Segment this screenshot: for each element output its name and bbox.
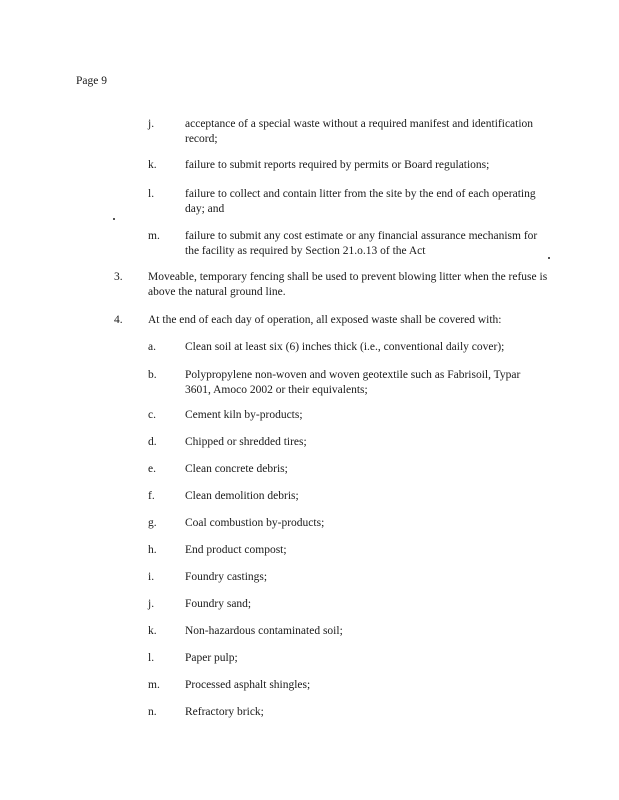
list-item-label: k. xyxy=(148,625,157,637)
list-item-text: acceptance of a special waste without a required manifest and identification record; xyxy=(185,118,534,145)
list-item-text: Foundry sand; xyxy=(185,598,252,610)
list-item-text: Polypropylene non-woven and woven geotextile such as Fabrisoil, Typar 3601, Amoco 2002 or their equivalents; xyxy=(185,369,521,396)
list-item-label: f. xyxy=(148,490,155,502)
list-item-label: d. xyxy=(148,436,157,448)
list-item-label: a. xyxy=(148,341,156,353)
list-item-text: Cement kiln by-products; xyxy=(185,409,303,421)
numbered-item-label: 4. xyxy=(114,314,123,326)
list-item-text: failure to collect and contain litter from the site by the end of each operating day; and xyxy=(185,188,536,215)
list-item-text: Clean demolition debris; xyxy=(185,490,299,502)
list-item-text: Foundry castings; xyxy=(185,571,268,583)
list-item-label: g. xyxy=(148,517,157,529)
numbered-item-text: Moveable, temporary fencing shall be used to prevent blowing litter when the refuse is above the natural ground line. xyxy=(148,271,548,298)
list-item-label: h. xyxy=(148,544,157,556)
list-item-text: Refractory brick; xyxy=(185,706,264,718)
numbered-item-text: At the end of each day of operation, all exposed waste shall be covered with: xyxy=(148,314,502,326)
list-item-text: Paper pulp; xyxy=(185,652,238,664)
list-item-text: Coal combustion by-products; xyxy=(185,517,325,529)
list-item-text: failure to submit any cost estimate or any financial assurance mechanism for the facility as required by Section 21.o.13 of the Act xyxy=(185,230,538,257)
page-number: Page 9 xyxy=(76,75,107,87)
list-item-label: j. xyxy=(148,598,155,610)
list-item-label: e. xyxy=(148,463,156,475)
list-item-label: l. xyxy=(148,188,155,200)
list-item-text: Chipped or shredded tires; xyxy=(185,436,307,448)
list-item-label: j. xyxy=(148,118,155,130)
list-item-text: End product compost; xyxy=(185,544,287,556)
list-item-label: k. xyxy=(148,159,157,171)
list-item-label: i. xyxy=(148,571,155,583)
list-item-text: Processed asphalt shingles; xyxy=(185,679,311,691)
scan-speck xyxy=(113,218,115,220)
list-item-text: Clean soil at least six (6) inches thick (i.e., conventional daily cover); xyxy=(185,341,505,353)
scan-speck xyxy=(548,257,550,259)
list-item-text: Non-hazardous contaminated soil; xyxy=(185,625,343,637)
list-item-label: n. xyxy=(148,706,157,718)
list-item-label: m. xyxy=(148,230,160,242)
list-item-text: failure to submit reports required by permits or Board regulations; xyxy=(185,159,490,171)
list-item-label: m. xyxy=(148,679,160,691)
list-item-label: b. xyxy=(148,369,157,381)
numbered-item-label: 3. xyxy=(114,271,123,283)
list-item-label: l. xyxy=(148,652,155,664)
list-item-text: Clean concrete debris; xyxy=(185,463,288,475)
list-item-label: c. xyxy=(148,409,156,421)
